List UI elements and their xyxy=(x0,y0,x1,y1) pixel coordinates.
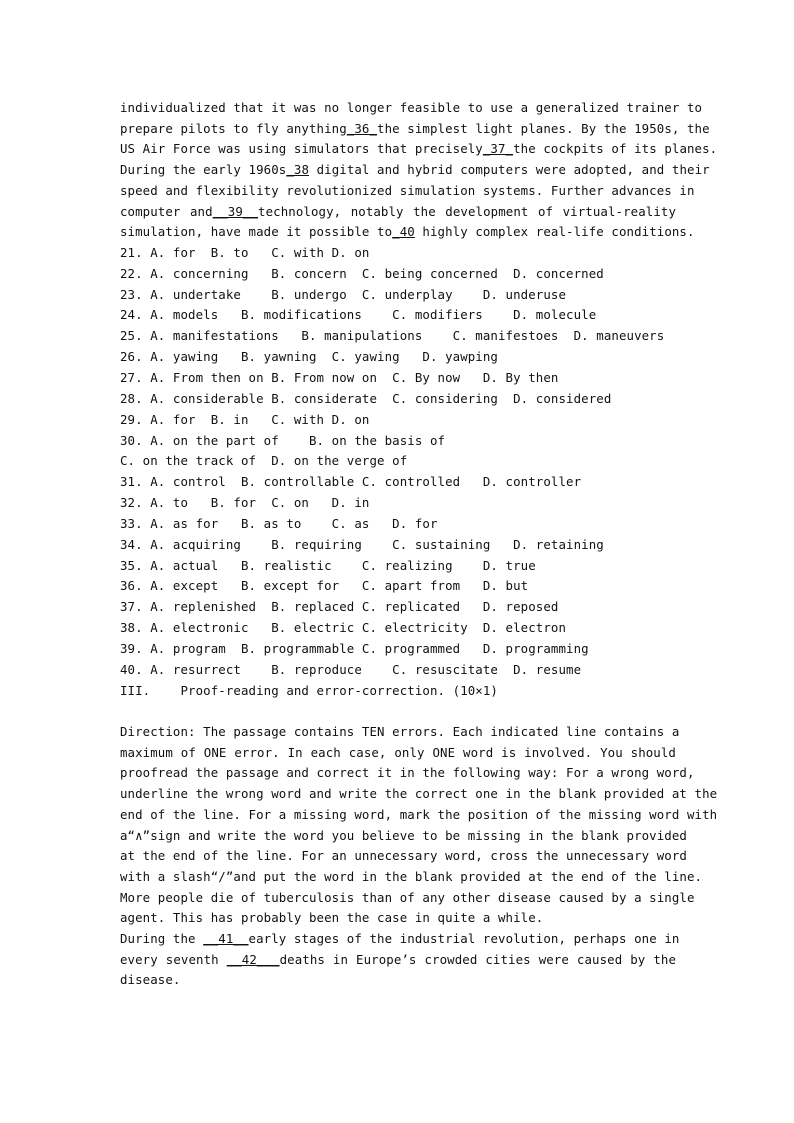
direction-line: proofread the passage and correct it in the following way: For a wrong word, xyxy=(120,765,695,781)
option-item-32: 32. A. to B. for C. on D. in xyxy=(120,495,370,511)
direction-paragraph xyxy=(120,722,718,991)
blank-41: __41__ xyxy=(203,931,249,947)
blank-39: __39__ xyxy=(212,203,259,219)
option-item-23: 23. A. undertake B. undergo C. underplay D. underuse xyxy=(120,286,567,302)
passage-line: prepare pilots to fly anything_36_the simplest light planes. By the 1950s, the xyxy=(120,120,710,136)
option-item-26: 26. A. yawing B. yawning C. yawing D. yawping xyxy=(120,349,498,365)
direction-line: a“∧”sign and write the word you believe to be missing in the blank provided xyxy=(120,827,687,843)
section-heading: III. Proof-reading and error-correction. (10×1) xyxy=(120,682,498,698)
direction-line: maximum of ONE error. In each case, only ONE word is involved. You should xyxy=(120,744,676,760)
option-item-24: 24. A. models B. modifications C. modifiers D. molecule xyxy=(120,307,597,323)
direction-line: During the __41__early stages of the industrial revolution, perhaps one in xyxy=(120,931,680,947)
option-item-37: 37. A. replenished B. replaced C. replicated D. reposed xyxy=(120,599,559,615)
blank-36: _36_ xyxy=(346,120,378,136)
blank-38: _38 xyxy=(286,162,310,178)
option-item-40: 40. A. resurrect B. reproduce C. resuscitate D. resume xyxy=(120,661,582,677)
option-item-31: 31. A. control B. controllable C. controlled D. controller xyxy=(120,474,582,490)
passage-line: individualized that it was no longer feasible to use a generalized trainer to xyxy=(120,100,703,115)
direction-line: end of the line. For a missing word, mark the position of the missing word with xyxy=(120,806,718,822)
option-item-30-cont: C. on the track of D. on the verge of xyxy=(120,453,408,469)
options-list xyxy=(120,243,676,681)
passage-paragraph xyxy=(120,98,718,243)
direction-line: every seventh __42___deaths in Europe’s crowded cities were caused by the xyxy=(120,951,677,967)
option-item-25: 25. A. manifestations B. manipulations C. manifestoes D. maneuvers xyxy=(120,328,665,344)
option-item-30: 30. A. on the part of B. on the basis of xyxy=(120,432,446,448)
blank-42: __42___ xyxy=(226,951,280,967)
direction-line: at the end of the line. For an unnecessary word, cross the unnecessary word xyxy=(120,848,687,864)
direction-line: underline the wrong word and write the correct one in the blank provided at the xyxy=(120,786,718,802)
direction-line: agent. This has probably been the case in quite a while. xyxy=(120,910,544,926)
option-item-22: 22. A. concerning B. concern C. being concerned D. concerned xyxy=(120,265,604,281)
document-page xyxy=(120,98,718,991)
passage-line: During the early 1960s_38 digital and hybrid computers were adopted, and their xyxy=(120,162,710,178)
direction-line: with a slash“/”and put the word in the blank provided at the end of the line. xyxy=(120,868,703,884)
option-item-36: 36. A. except B. except for C. apart from D. but xyxy=(120,578,529,594)
blank-40: _40 xyxy=(392,224,415,240)
option-item-35: 35. A. actual B. realistic C. realizing D. true xyxy=(120,557,536,573)
option-item-39: 39. A. program B. programmable C. programmed D. programming xyxy=(120,640,589,656)
passage-line: US Air Force was using simulators that precisely_37_the cockpits of its planes. xyxy=(120,141,718,157)
option-item-21: 21. A. for B. to C. with D. on xyxy=(120,244,370,260)
direction-line: Direction: The passage contains TEN errors. Each indicated line contains a xyxy=(120,723,680,739)
option-item-38: 38. A. electronic B. electric C. electricity D. electron xyxy=(120,620,567,636)
passage-line: simulation, have made it possible to_40 highly complex real-life conditions. xyxy=(120,224,695,240)
option-item-28: 28. A. considerable B. considerate C. considering D. considered xyxy=(120,390,612,406)
option-item-29: 29. A. for B. in C. with D. on xyxy=(120,411,370,427)
option-item-33: 33. A. as for B. as to C. as D. for xyxy=(120,515,438,531)
direction-line: disease. xyxy=(120,972,181,988)
spacer xyxy=(120,701,676,722)
passage-line: speed and flexibility revolutionized simulation systems. Further advances in xyxy=(120,182,695,198)
passage-line: computer and__39__technology, notably the development of virtual-reality xyxy=(120,203,676,219)
option-item-34: 34. A. acquiring B. requiring C. sustaining D. retaining xyxy=(120,536,604,552)
direction-line: More people die of tuberculosis than of any other disease caused by a single xyxy=(120,889,695,905)
option-item-27: 27. A. From then on B. From now on C. By now D. By then xyxy=(120,369,559,385)
blank-37: _37_ xyxy=(482,141,514,157)
